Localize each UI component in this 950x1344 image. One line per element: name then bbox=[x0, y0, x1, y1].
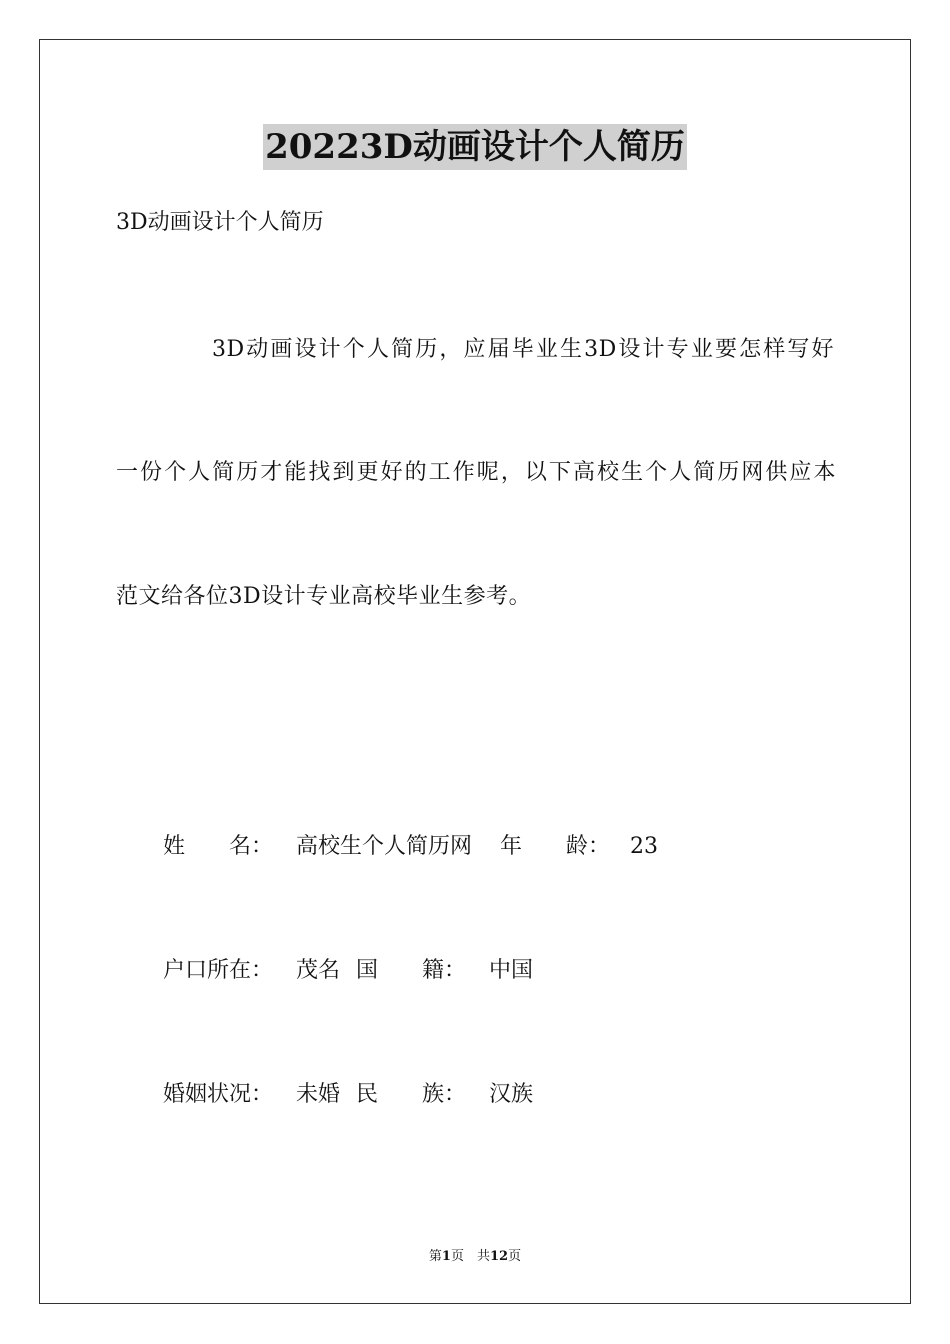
intro-line-3: 范文给各位3D设计专业高校毕业生参考。 bbox=[116, 584, 532, 609]
footer-suffix: 页 bbox=[508, 1249, 522, 1264]
document-subtitle: 3D动画设计个人简历 bbox=[116, 210, 324, 235]
footer-prefix: 第 bbox=[428, 1249, 442, 1264]
label-hukou: 户口所在： bbox=[163, 958, 274, 983]
value-marital: 未婚 bbox=[296, 1082, 341, 1107]
value-nationality: 中国 bbox=[489, 958, 534, 983]
footer-total-pages: 12 bbox=[489, 1249, 509, 1264]
value-ethnicity: 汉族 bbox=[489, 1082, 534, 1107]
intro-line-1: 3D动画设计个人简历，应届毕业生3D设计专业要怎样写好 bbox=[212, 337, 834, 362]
label-marital: 婚姻状况： bbox=[163, 1082, 274, 1107]
label-nationality: 国 籍： bbox=[356, 958, 467, 983]
label-age: 年 龄： bbox=[500, 834, 611, 859]
label-name: 姓 名： bbox=[163, 834, 274, 859]
value-hukou: 茂名 bbox=[296, 958, 341, 983]
value-name: 高校生个人简历网 bbox=[296, 834, 473, 859]
page-footer bbox=[0, 1248, 950, 1266]
label-ethnicity: 民 族： bbox=[356, 1082, 467, 1107]
title-container bbox=[0, 124, 950, 170]
footer-mid: 页 共 bbox=[450, 1249, 490, 1264]
document-title: 20223D动画设计个人简历 bbox=[263, 124, 687, 170]
value-age: 23 bbox=[630, 834, 658, 859]
footer-current-page: 1 bbox=[441, 1249, 451, 1264]
intro-line-2: 一份个人简历才能找到更好的工作呢，以下高校生个人简历网供应本 bbox=[116, 460, 836, 485]
